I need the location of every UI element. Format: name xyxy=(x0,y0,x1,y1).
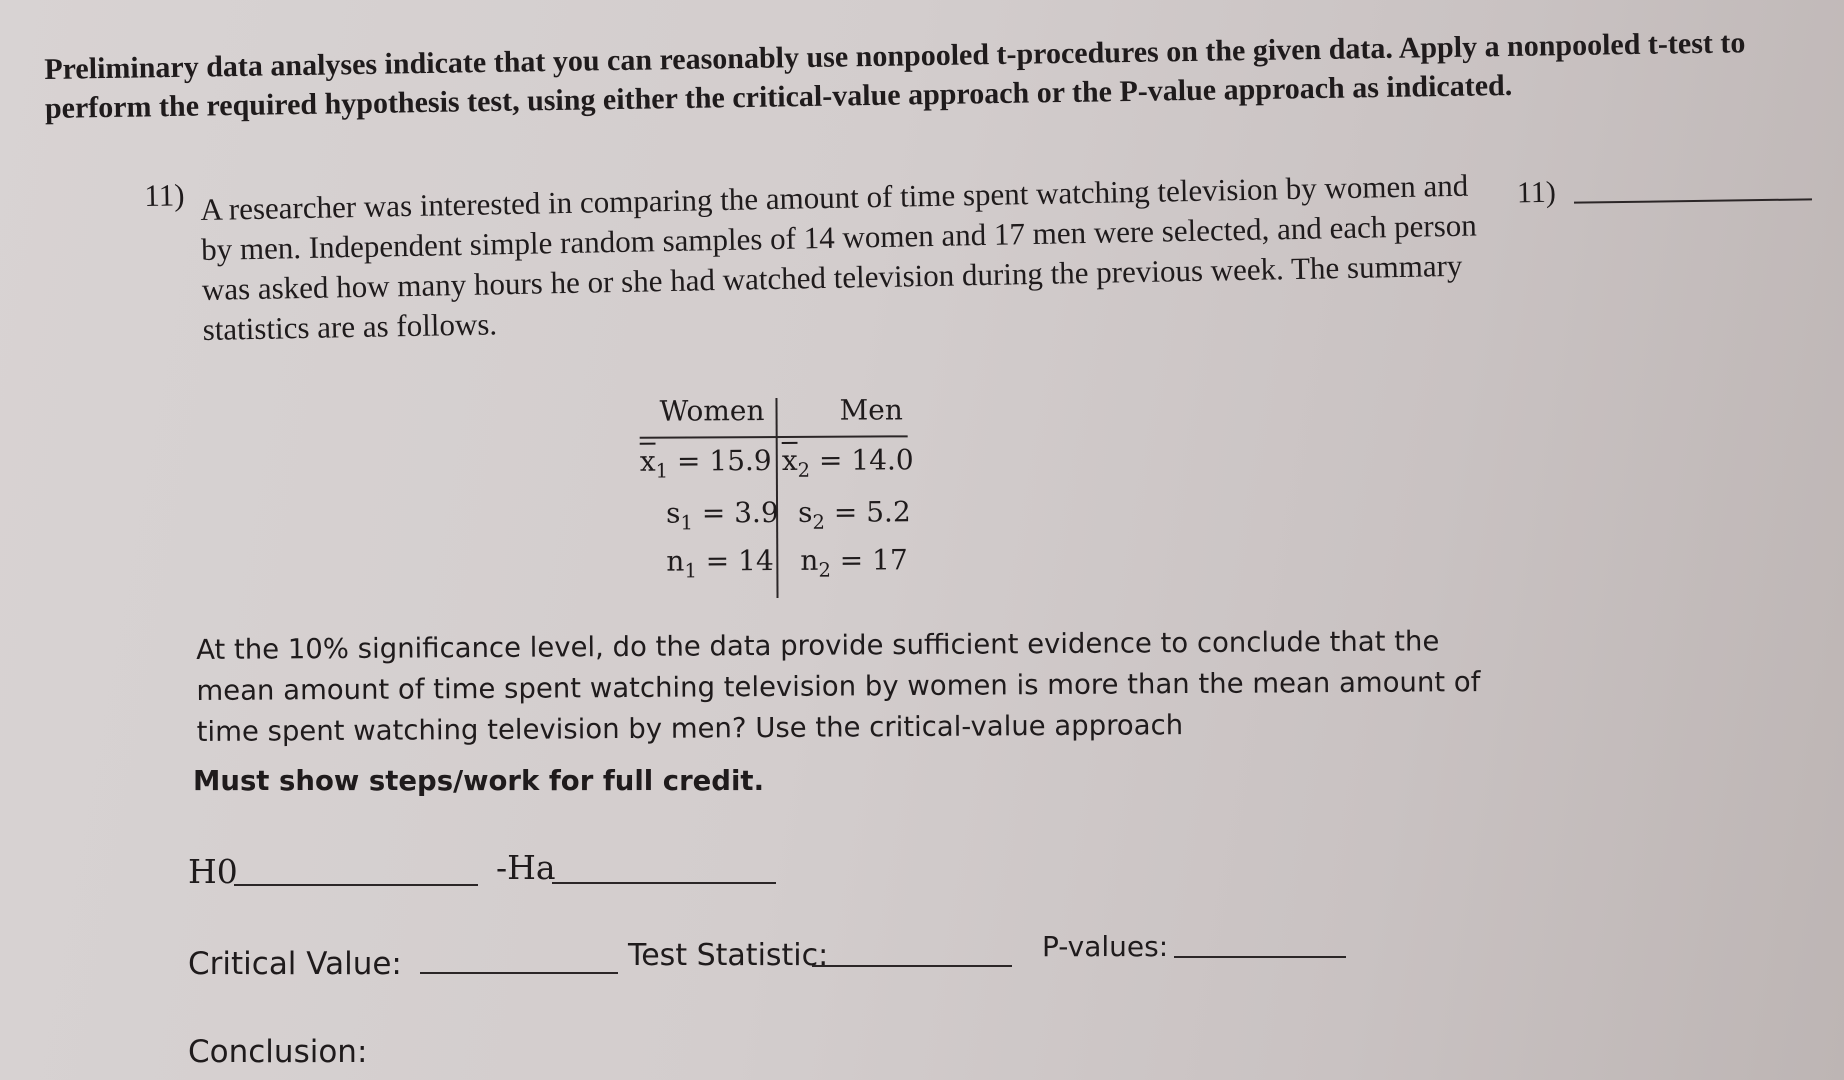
table-cell-women-mean xyxy=(640,444,772,483)
var-subscript: 2 xyxy=(818,558,831,582)
table-header-women: Women xyxy=(659,394,765,428)
test-statistic-blank[interactable] xyxy=(812,965,1012,967)
summary-statistics-table xyxy=(639,393,920,604)
critical-value-label: Critical Value: xyxy=(188,946,402,982)
var-subscript: 2 xyxy=(812,510,826,534)
alternative-hypothesis-label: -Ha xyxy=(496,848,556,887)
must-show-note: Must show steps/work for full credit. xyxy=(193,765,765,797)
table-header-men: Men xyxy=(839,393,903,427)
var-symbol: n xyxy=(666,544,685,578)
question-number: 11) xyxy=(144,177,185,213)
answer-label: 11) xyxy=(1516,175,1557,210)
test-statistic-label: Test Statistic: xyxy=(628,938,829,973)
question-text: A researcher was interested in comparing the amount of time spent watching television by women and by men. Independent simple random samples of 14 women and 17 men were selected, and each person was asked how many hours he or she had watched television during the previous week. The summary statistics are as follows. xyxy=(200,167,1478,347)
var-subscript: 1 xyxy=(684,559,697,583)
null-hypothesis-blank[interactable] xyxy=(234,884,478,886)
table-cell-men-sd xyxy=(798,495,911,533)
answer-blank[interactable] xyxy=(1574,198,1812,203)
var-subscript: 1 xyxy=(655,459,669,483)
cell-value: = 5.2 xyxy=(824,495,911,529)
hypothesis-prompt: At the 10% significance level, do the data provide sufficient evidence to conclude that the mean amount of time spent watching television by women is more than the mean amount of time spent watching television by men? Use the critical-value approach xyxy=(196,625,1481,748)
cell-value: = 14.0 xyxy=(809,443,914,477)
table-cell-women-n xyxy=(666,544,774,582)
table-header-rule xyxy=(640,435,908,438)
cell-value: = 14 xyxy=(696,544,774,578)
cell-value: = 17 xyxy=(830,543,908,577)
p-values-label: P-values: xyxy=(1042,930,1169,963)
table-cell-women-sd xyxy=(666,496,779,534)
var-symbol: n xyxy=(800,543,819,577)
var-symbol: $\overline{x}$ xyxy=(781,443,798,477)
cell-value: = 3.9 xyxy=(692,496,779,530)
alternative-hypothesis-blank[interactable] xyxy=(552,882,776,884)
table-cell-men-mean xyxy=(782,443,914,482)
var-symbol: s xyxy=(797,495,813,529)
instructions-text: Preliminary data analyses indicate that you can reasonably use nonpooled t-procedures on the given data. Apply a nonpooled t-test to perform the required hypothesis test, using either the critical-value approach or the P-value approach as indicated. xyxy=(44,26,1746,125)
table-cell-men-n xyxy=(800,543,908,581)
var-subscript: 1 xyxy=(680,511,694,535)
var-symbol: s xyxy=(665,496,681,530)
cell-value: = 15.9 xyxy=(667,444,772,478)
critical-value-blank[interactable] xyxy=(420,972,618,974)
p-values-blank[interactable] xyxy=(1174,956,1346,958)
var-symbol: $\overline{x}$ xyxy=(639,444,656,478)
null-hypothesis-label: H0 xyxy=(188,852,238,891)
conclusion-label: Conclusion: xyxy=(188,1034,368,1070)
var-subscript: 2 xyxy=(797,458,811,482)
